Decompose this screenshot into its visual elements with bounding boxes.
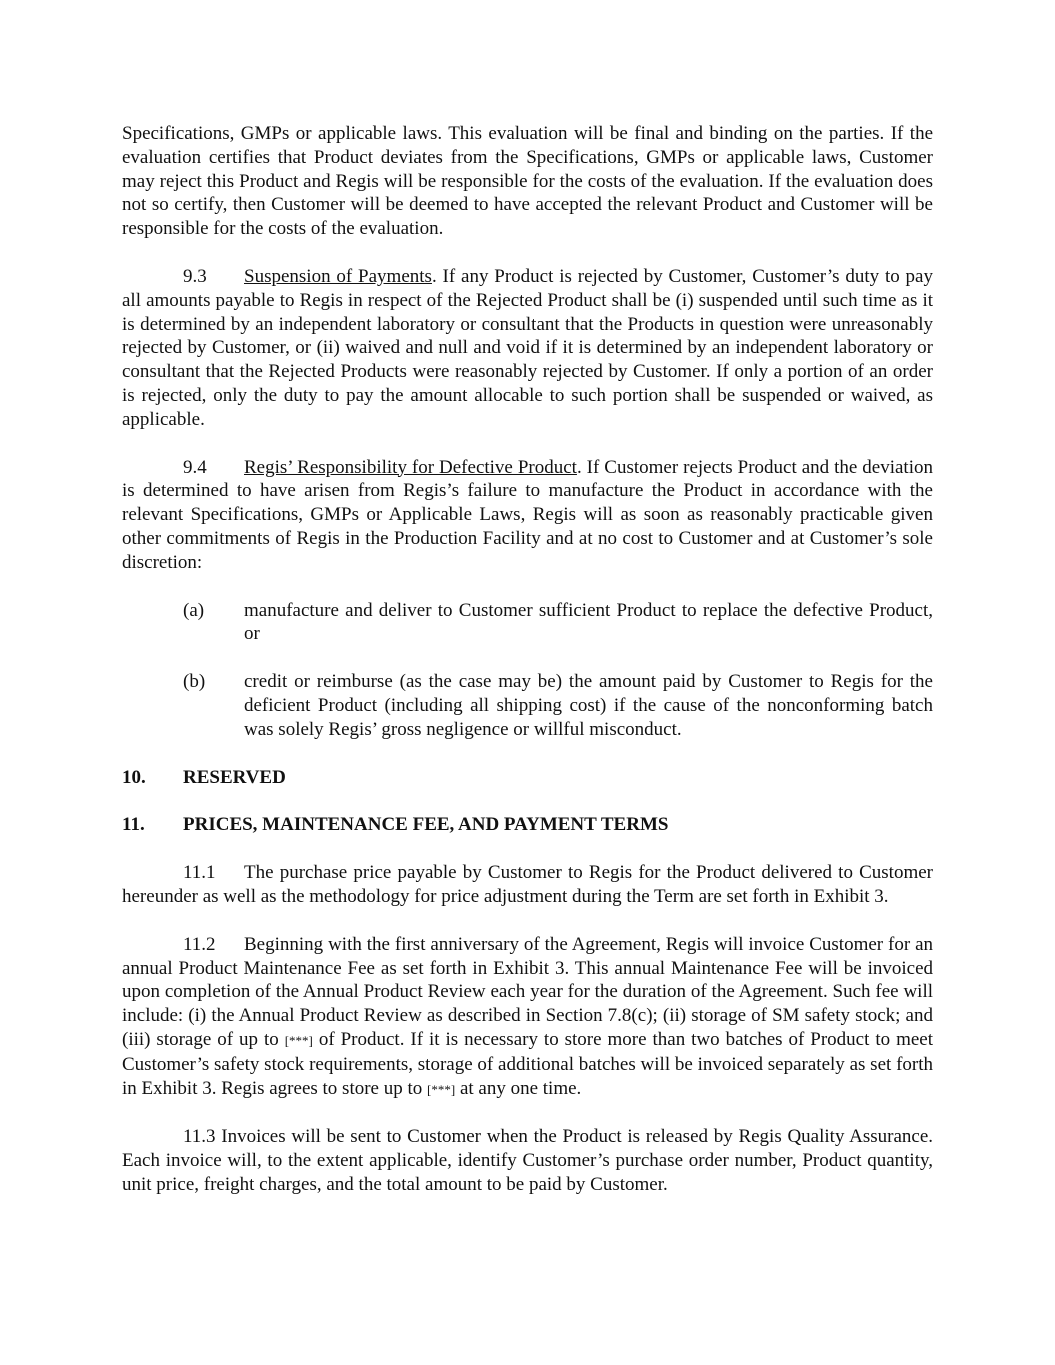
document-page — [122, 122, 933, 1197]
section-11-3: 11.3 Invoices will be sent to Customer when the Product is released by Regis Quality Assurance. Each invoice will, to the extent applicable, identify Customer’s purchase order number, Product quantity, unit price, freight charges, and the total amount to be paid by Customer. — [122, 1126, 933, 1195]
section-11-2 — [122, 933, 933, 1102]
section-body: . If Customer rejects Product and the deviation is determined to have arisen from Regis’s failure to manufacture the Product in accordance with the relevant Specifications, GMPs or Applicable Laws, Regis will as soon as reasonably practicable given other commitments of Regis in the Production Facility and at no cost to Customer and at Customer’s sole discretion: — [122, 456, 933, 573]
section-11-1 — [122, 861, 933, 909]
section-title: Regis’ Responsibility for Defective Product — [244, 456, 577, 478]
list-text: credit or reimburse (as the case may be) the amount paid by Customer to Regis for the deficient Product (including all shipping cost) if the cause of the nonconforming batch was solely Regis’ gross negligence or willful misconduct. — [244, 671, 933, 740]
section-number: 9.4 — [183, 456, 207, 478]
redaction-marker: [***] — [284, 1032, 313, 1048]
section-9-4 — [122, 456, 933, 575]
section-body-cont: of Product. If it is necessary to store more than two batches of Product to meet Customer’s safety stock requirements, storage of additional batches will be invoiced separately as set forth in Exhibit 3. Regis agrees to store up to — [122, 1028, 933, 1099]
list-label: (b) — [183, 671, 206, 693]
heading-11 — [122, 813, 933, 837]
heading-title: RESERVED — [183, 766, 286, 788]
list-label: (a) — [183, 599, 205, 621]
heading-10 — [122, 766, 933, 790]
heading-number: 10. — [122, 766, 146, 788]
section-body: . If any Product is rejected by Customer, Customer’s duty to pay all amounts payable to Regis in respect of the Rejected Product shall be (i) suspended until such time as it is determined by an independent laboratory or consultant that the Products in question were unreasonably rejected by Customer, or (ii) waived and null and void if it is determined by an independent laboratory or consultant that the Rejected Products were reasonably rejected by Customer. If only a portion of an order is rejected, only the duty to pay the amount allocable to such portion shall be suspended or waived, as applicable. — [122, 265, 933, 430]
section-number: 11.1 — [183, 862, 216, 884]
heading-title: PRICES, MAINTENANCE FEE, AND PAYMENT TERMS — [183, 814, 669, 836]
section-number: 9.3 — [183, 265, 207, 287]
section-number: 11.2 — [183, 933, 216, 955]
list-text: manufacture and deliver to Customer sufficient Product to replace the defective Product, or — [244, 599, 933, 645]
section-9-3 — [122, 265, 933, 432]
list-item-b — [183, 670, 933, 741]
heading-number: 11. — [122, 814, 145, 836]
section-title: Suspension of Payments — [244, 265, 432, 287]
section-body-end: at any one time. — [455, 1077, 582, 1099]
section-body: Beginning with the first anniversary of the Agreement, Regis will invoice Customer for an annual Product Maintenance Fee as set forth in Exhibit 3. This annual Maintenance Fee will be invoiced upon completion of the Annual Product Review each year for the duration of the Agreement. Such fee will include: (i) the Annual Product Review as described in Section 7.8(c); (ii) storage of SM safety stock; and (iii) storage of up to — [122, 933, 933, 1050]
list-item-a — [183, 599, 933, 647]
redaction-marker: [***] — [427, 1081, 456, 1097]
section-body: The purchase price payable by Customer to Regis for the Product delivered to Customer hereunder as well as the methodology for price adjustment during the Term are set forth in Exhibit 3. — [122, 862, 933, 907]
paragraph-evaluation: Specifications, GMPs or applicable laws. This evaluation will be final and binding on the parties. If the evaluation certifies that Product deviates from the Specifications, GMPs or applicable laws, Customer may reject this Product and Regis will be responsible for the costs of the evaluation. If the evaluation does not so certify, then Customer will be deemed to have accepted the relevant Product and Customer will be responsible for the costs of the evaluation. — [122, 123, 933, 240]
